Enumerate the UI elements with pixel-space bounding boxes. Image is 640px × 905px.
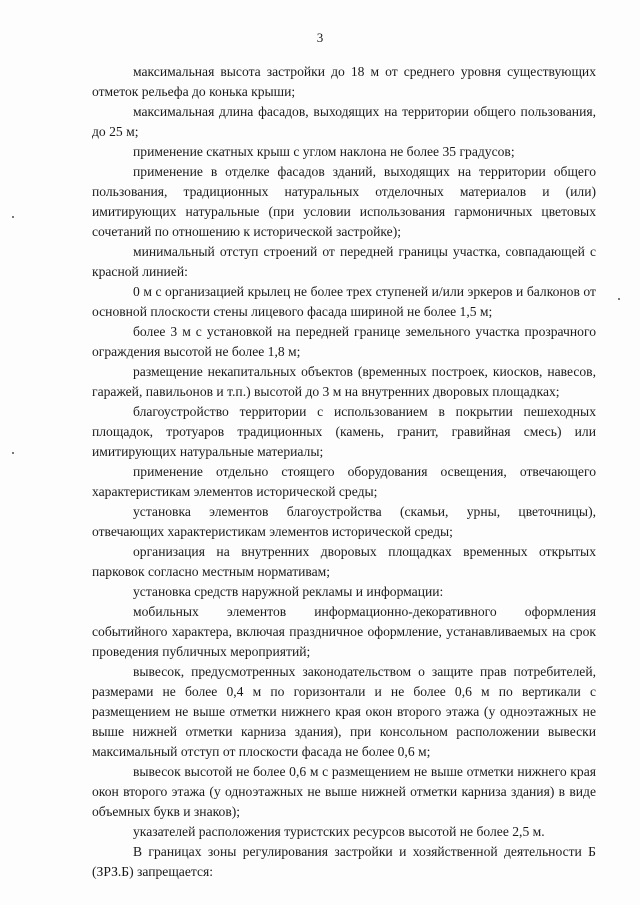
paragraph-signboards: вывесок, предусмотренных законодательством о защите прав потребителей, размерами не более 0,4 м по горизонтали и не более 0,6 м по вертикали с размещением не выше отметки нижнего края окон второго этажа (у одноэтажных не выше нижней отметки карниза здания), при консольном расположении вывески максимальный отступ от плоскости фасада не более 0,6 м; (92, 664, 596, 759)
paragraph-advertising: установка средств наружной рекламы и информации: (133, 584, 444, 599)
scan-speck (12, 452, 14, 454)
paragraph-landscaping: благоустройство территории с использованием в покрытии пешеходных площадок, тротуаров традиционных (камень, гранит, гравийная смесь) или имитирующих натуральные материалы; (92, 404, 596, 459)
paragraph-street-furniture: установка элементов благоустройства (скамьи, урны, цветочницы), отвечающих характеристикам элементов исторической среды; (92, 504, 596, 539)
document-body (92, 62, 596, 882)
paragraph-max-height: максимальная высота застройки до 18 м от среднего уровня существующих отметок рельефа до конька крыши; (92, 64, 596, 99)
paragraph-volumetric-letters: вывесок высотой не более 0,6 м с размещением не выше отметки нижнего края окон второго этажа (у одноэтажных не выше нижней отметки карниза здания) в виде объемных букв и знаков); (92, 764, 596, 819)
paragraph-temporary-objects: размещение некапитальных объектов (временных построек, киосков, навесов, гаражей, павильонов и т.п.) высотой до 3 м на внутренних дворовых площадках; (92, 364, 596, 399)
paragraph-setback-over-3m: более 3 м с установкой на передней границе земельного участка прозрачного ограждения высотой не более 1,8 м; (92, 324, 596, 359)
paragraph-setback-zero: 0 м с организацией крылец не более трех ступеней и/или эркеров и балконов от основной плоскости стены лицевого фасада шириной не более 1,5 м; (92, 284, 596, 319)
scan-speck (12, 216, 14, 218)
paragraph-max-facade-length: максимальная длина фасадов, выходящих на территории общего пользования, до 25 м; (92, 104, 596, 139)
paragraph-pitched-roofs: применение скатных крыш с углом наклона не более 35 градусов; (133, 144, 515, 159)
paragraph-parking: организация на внутренних дворовых площадках временных открытых парковок согласно местным нормативам; (92, 544, 596, 579)
paragraph-min-setback: минимальный отступ строений от передней границы участка, совпадающей с красной линией: (92, 244, 596, 279)
paragraph-mobile-elements: мобильных элементов информационно-декоративного оформления событийного характера, включая праздничное оформление, устанавливаемых на срок проведения публичных мероприятий; (92, 604, 596, 659)
paragraph-zone-prohibitions: В границах зоны регулирования застройки и хозяйственной деятельности Б (ЗРЗ.Б) запрещается: (92, 844, 596, 879)
paragraph-facade-finishing: применение в отделке фасадов зданий, выходящих на территории общего пользования, традиционных натуральных отделочных материалов и (или) имитирующих натуральные (при условии использования гармоничных цветовых сочетаний по отношению к исторической застройке); (92, 164, 596, 239)
paragraph-lighting: применение отдельно стоящего оборудования освещения, отвечающего характеристикам элементов исторической среды; (92, 464, 596, 499)
scan-speck (618, 298, 620, 300)
page-number: 3 (316, 30, 324, 45)
paragraph-tourist-signs: указателей расположения туристских ресурсов высотой не более 2,5 м. (133, 824, 545, 839)
